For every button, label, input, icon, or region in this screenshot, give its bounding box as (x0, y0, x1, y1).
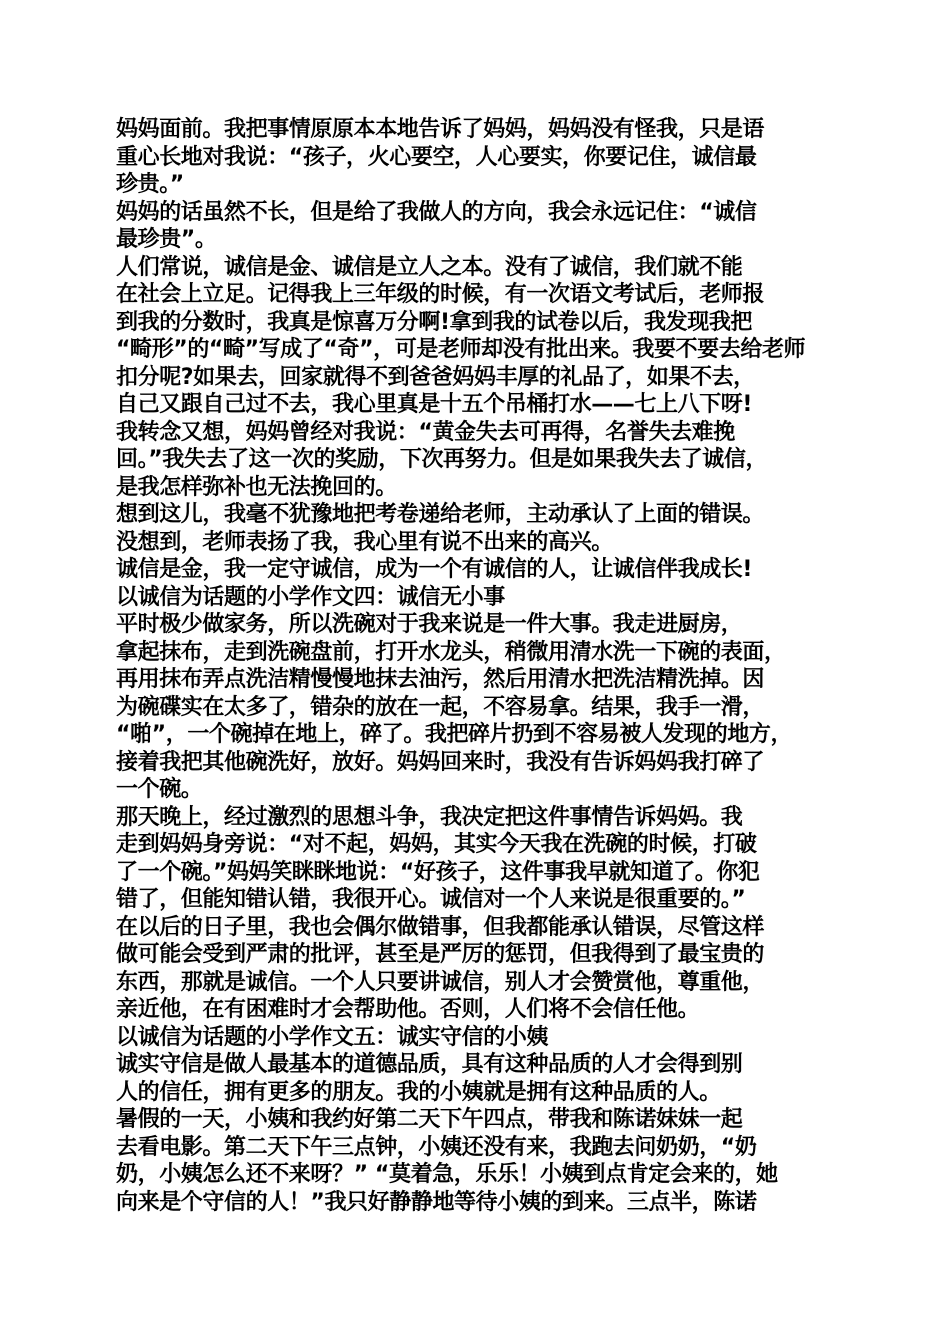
text-line: 是我怎样弥补也无法挽回的。 (116, 474, 397, 500)
text-line: 暑假的一天，小姨和我约好第二天下午四点，带我和陈诺妹妹一起 (116, 1107, 743, 1132)
text-line: 珍贵。” (116, 172, 184, 197)
text-line: 扣分呢?如果去，回家就得不到爸爸妈妈丰厚的礼品了，如果不去， (116, 364, 755, 390)
section-heading: 以诚信为话题的小学作文四：诚信无小事 (116, 584, 505, 610)
text-line: 重心长地对我说：“孩子，火心要空，人心要实，你要记住，诚信最 (116, 144, 757, 170)
text-line: “啪”，一个碗掉在地上，碎了。我把碎片扔到不容易被人发现的地方， (116, 722, 793, 747)
document-page (116, 116, 850, 1226)
text-line: 我转念又想，妈妈曾经对我说：“黄金失去可再得，名誉失去难挽 (116, 419, 735, 445)
text-line: 错了，但能知错认错，我很开心。诚信对一个人来说是很重要的。” (116, 887, 746, 912)
text-line: 在以后的日子里，我也会偶尔做错事，但我都能承认错误，尽管这样 (116, 914, 765, 940)
text-line: 诚实守信是做人最基本的道德品质，具有这种品质的人才会得到别 (116, 1052, 743, 1077)
text-line: 诚信是金，我一定守诚信，成为一个有诚信的人，让诚信伴我成长! (116, 557, 753, 582)
text-line: 人们常说，诚信是金、诚信是立人之本。没有了诚信，我们就不能 (116, 254, 743, 280)
section-heading: 以诚信为话题的小学作文五：诚实守信的小姨 (116, 1024, 549, 1050)
text-line: 人的信任，拥有更多的朋友。我的小姨就是拥有这种品质的人。 (116, 1079, 721, 1105)
text-line: 拿起抹布，走到洗碗盘前，打开水龙头，稍微用清水洗一下碗的表面， (116, 639, 786, 665)
text-line: 奶，小姨怎么还不来呀？” “莫着急，乐乐！小姨到点肯定会来的，她 (116, 1162, 778, 1187)
text-line: 为碗碟实在太多了，错杂的放在一起，不容易拿。结果，我手一滑， (116, 694, 765, 720)
text-line: 接着我把其他碗洗好，放好。妈妈回来时，我没有告诉妈妈我打碎了 (116, 749, 765, 775)
text-line: 在社会上立足。记得我上三年级的时候，有一次语文考试后，老师报 (116, 282, 765, 307)
text-line: 去看电影。第二天下午三点钟，小姨还没有来，我跑去问奶奶，“奶 (116, 1134, 757, 1160)
text-line: 亲近他，在有困难时才会帮助他。否则，人们将不会信任他。 (116, 997, 700, 1022)
text-line: 没想到，老师表扬了我，我心里有说不出来的高兴。 (116, 529, 613, 555)
text-line: 平时极少做家务，所以洗碗对于我来说是一件大事。我走进厨房， (116, 612, 743, 637)
text-line: 做可能会受到严肃的批评，甚至是严厉的惩罚，但我得到了最宝贵的 (116, 942, 765, 967)
text-line: 想到这儿，我毫不犹豫地把考卷递给老师，主动承认了上面的错误。 (116, 502, 765, 527)
text-line: 妈妈面前。我把事情原原本本地告诉了妈妈，妈妈没有怪我，只是语 (116, 117, 765, 142)
text-line: 再用抹布弄点洗洁精慢慢地抹去油污，然后用清水把洗洁精洗掉。因 (116, 667, 765, 692)
text-line: 向来是个守信的人！”我只好静静地等待小姨的到来。三点半，陈诺 (116, 1189, 757, 1215)
text-line: 妈妈的话虽然不长，但是给了我做人的方向，我会永远记住：“诚信 (116, 199, 757, 225)
text-line: 一个碗。 (116, 777, 203, 802)
text-line: 那天晚上，经过激烈的思想斗争，我决定把这件事情告诉妈妈。我 (116, 804, 743, 830)
text-line: “畸形”的“畸”写成了“奇”，可是老师却没有批出来。我要不要去给老师 (116, 337, 806, 362)
text-line: 自己又跟自己过不去，我心里真是十五个吊桶打水——七上八下呀! (116, 392, 753, 417)
text-line: 走到妈妈身旁说：“对不起，妈妈，其实今天我在洗碗的时候，打破 (116, 832, 757, 857)
text-line: 到我的分数时，我真是惊喜万分啊!拿到我的试卷以后，我发现我把 (116, 309, 753, 335)
text-line: 了一个碗。”妈妈笑眯眯地说：“好孩子，这件事我早就知道了。你犯 (116, 859, 760, 885)
text-line: 最珍贵”。 (116, 227, 217, 252)
text-line: 东西，那就是诚信。一个人只要讲诚信，别人才会赞赏他，尊重他， (116, 969, 765, 995)
text-line: 回。”我失去了这一次的奖励，下次再努力。但是如果我失去了诚信， (116, 447, 768, 472)
